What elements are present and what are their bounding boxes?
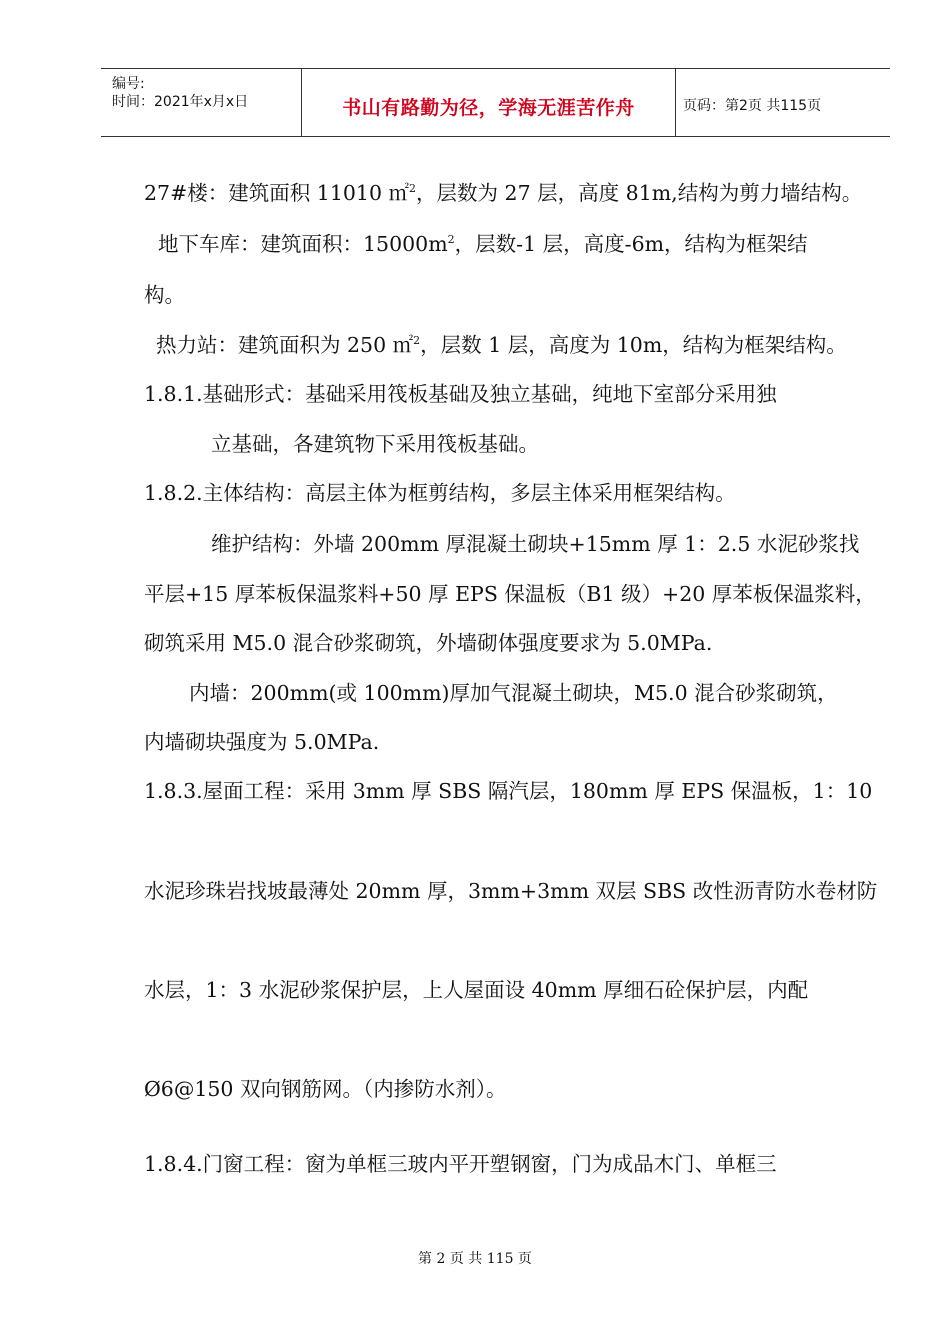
- paragraph-line: 水层，1：3 水泥砂浆保护层，上人屋面设 40mm 厚细石砼保护层，内配: [144, 978, 809, 1002]
- paragraph-line: 1.8.4.门窗工程：窗为单框三玻内平开塑钢窗，门为成品木门、单框三: [144, 1152, 777, 1176]
- header-middle-cell: [301, 69, 676, 136]
- paragraph-line: 立基础，各建筑物下采用筏板基础。: [211, 432, 539, 456]
- document-code-label: 编号:: [112, 76, 145, 92]
- header-motto: 书山有路勤为径，学海无涯苦作舟: [342, 97, 635, 119]
- paragraph-line: 平层+15 厚苯板保温浆料+50 厚 EPS 保温板（B1 级）+20 厚苯板保温浆料，: [144, 582, 876, 606]
- header-left-cell: [101, 69, 301, 136]
- paragraph-line: 1.8.2.主体结构：高层主体为框剪结构，多层主体采用框架结构。: [144, 481, 736, 505]
- paragraph-line: 砌筑采用 M5.0 混合砂浆砌筑，外墙砌体强度要求为 5.0MPa.: [144, 631, 713, 655]
- paragraph-line: 构。: [144, 283, 185, 307]
- page-header: [101, 68, 890, 137]
- paragraph-line: 维护结构：外墙 200mm 厚混凝土砌块+15mm 厚 1：2.5 水泥砂浆找: [211, 532, 860, 556]
- paragraph-line: 内墙：200mm(或 100mm)厚加气混凝土砌块，M5.0 混合砂浆砌筑，: [189, 681, 838, 705]
- page-footer: 第 2 页 共 115 页: [418, 1251, 532, 1267]
- header-page-info: 页码：第2页 共115页: [683, 98, 822, 114]
- paragraph-line: 内墙砌块强度为 5.0MPa.: [144, 730, 380, 754]
- paragraph-line: 1.8.3.屋面工程：采用 3mm 厚 SBS 隔汽层，180mm 厚 EPS 保温板，1：10: [144, 779, 873, 803]
- paragraph-line: 地下车库：建筑面积：$15000m^2$，层数-1 层，高度-6m，结构为框架结: [158, 232, 808, 256]
- header-right-cell: [675, 69, 890, 136]
- paragraph-line: 1.8.1.基础形式：基础采用筏板基础及独立基础，纯地下室部分采用独: [144, 382, 777, 406]
- document-time-label: 时间：2021年x月x日: [112, 94, 249, 110]
- paragraph-line: Ø6@150 双向钢筋网。（内掺防水剂）。: [144, 1077, 507, 1101]
- paragraph-line: 水泥珍珠岩找坡最薄处 20mm 厚，3mm+3mm 双层 SBS 改性沥青防水卷材防: [144, 879, 878, 903]
- paragraph-line: 27#楼：建筑面积 11010 ㎡$^2$，层数为 27 层，高度 81m,结构为剪力墙结构。: [144, 181, 863, 205]
- paragraph-line: 热力站：建筑面积为 250 ㎡$^2$，层数 1 层，高度为 10m，结构为框架结构。: [156, 333, 847, 357]
